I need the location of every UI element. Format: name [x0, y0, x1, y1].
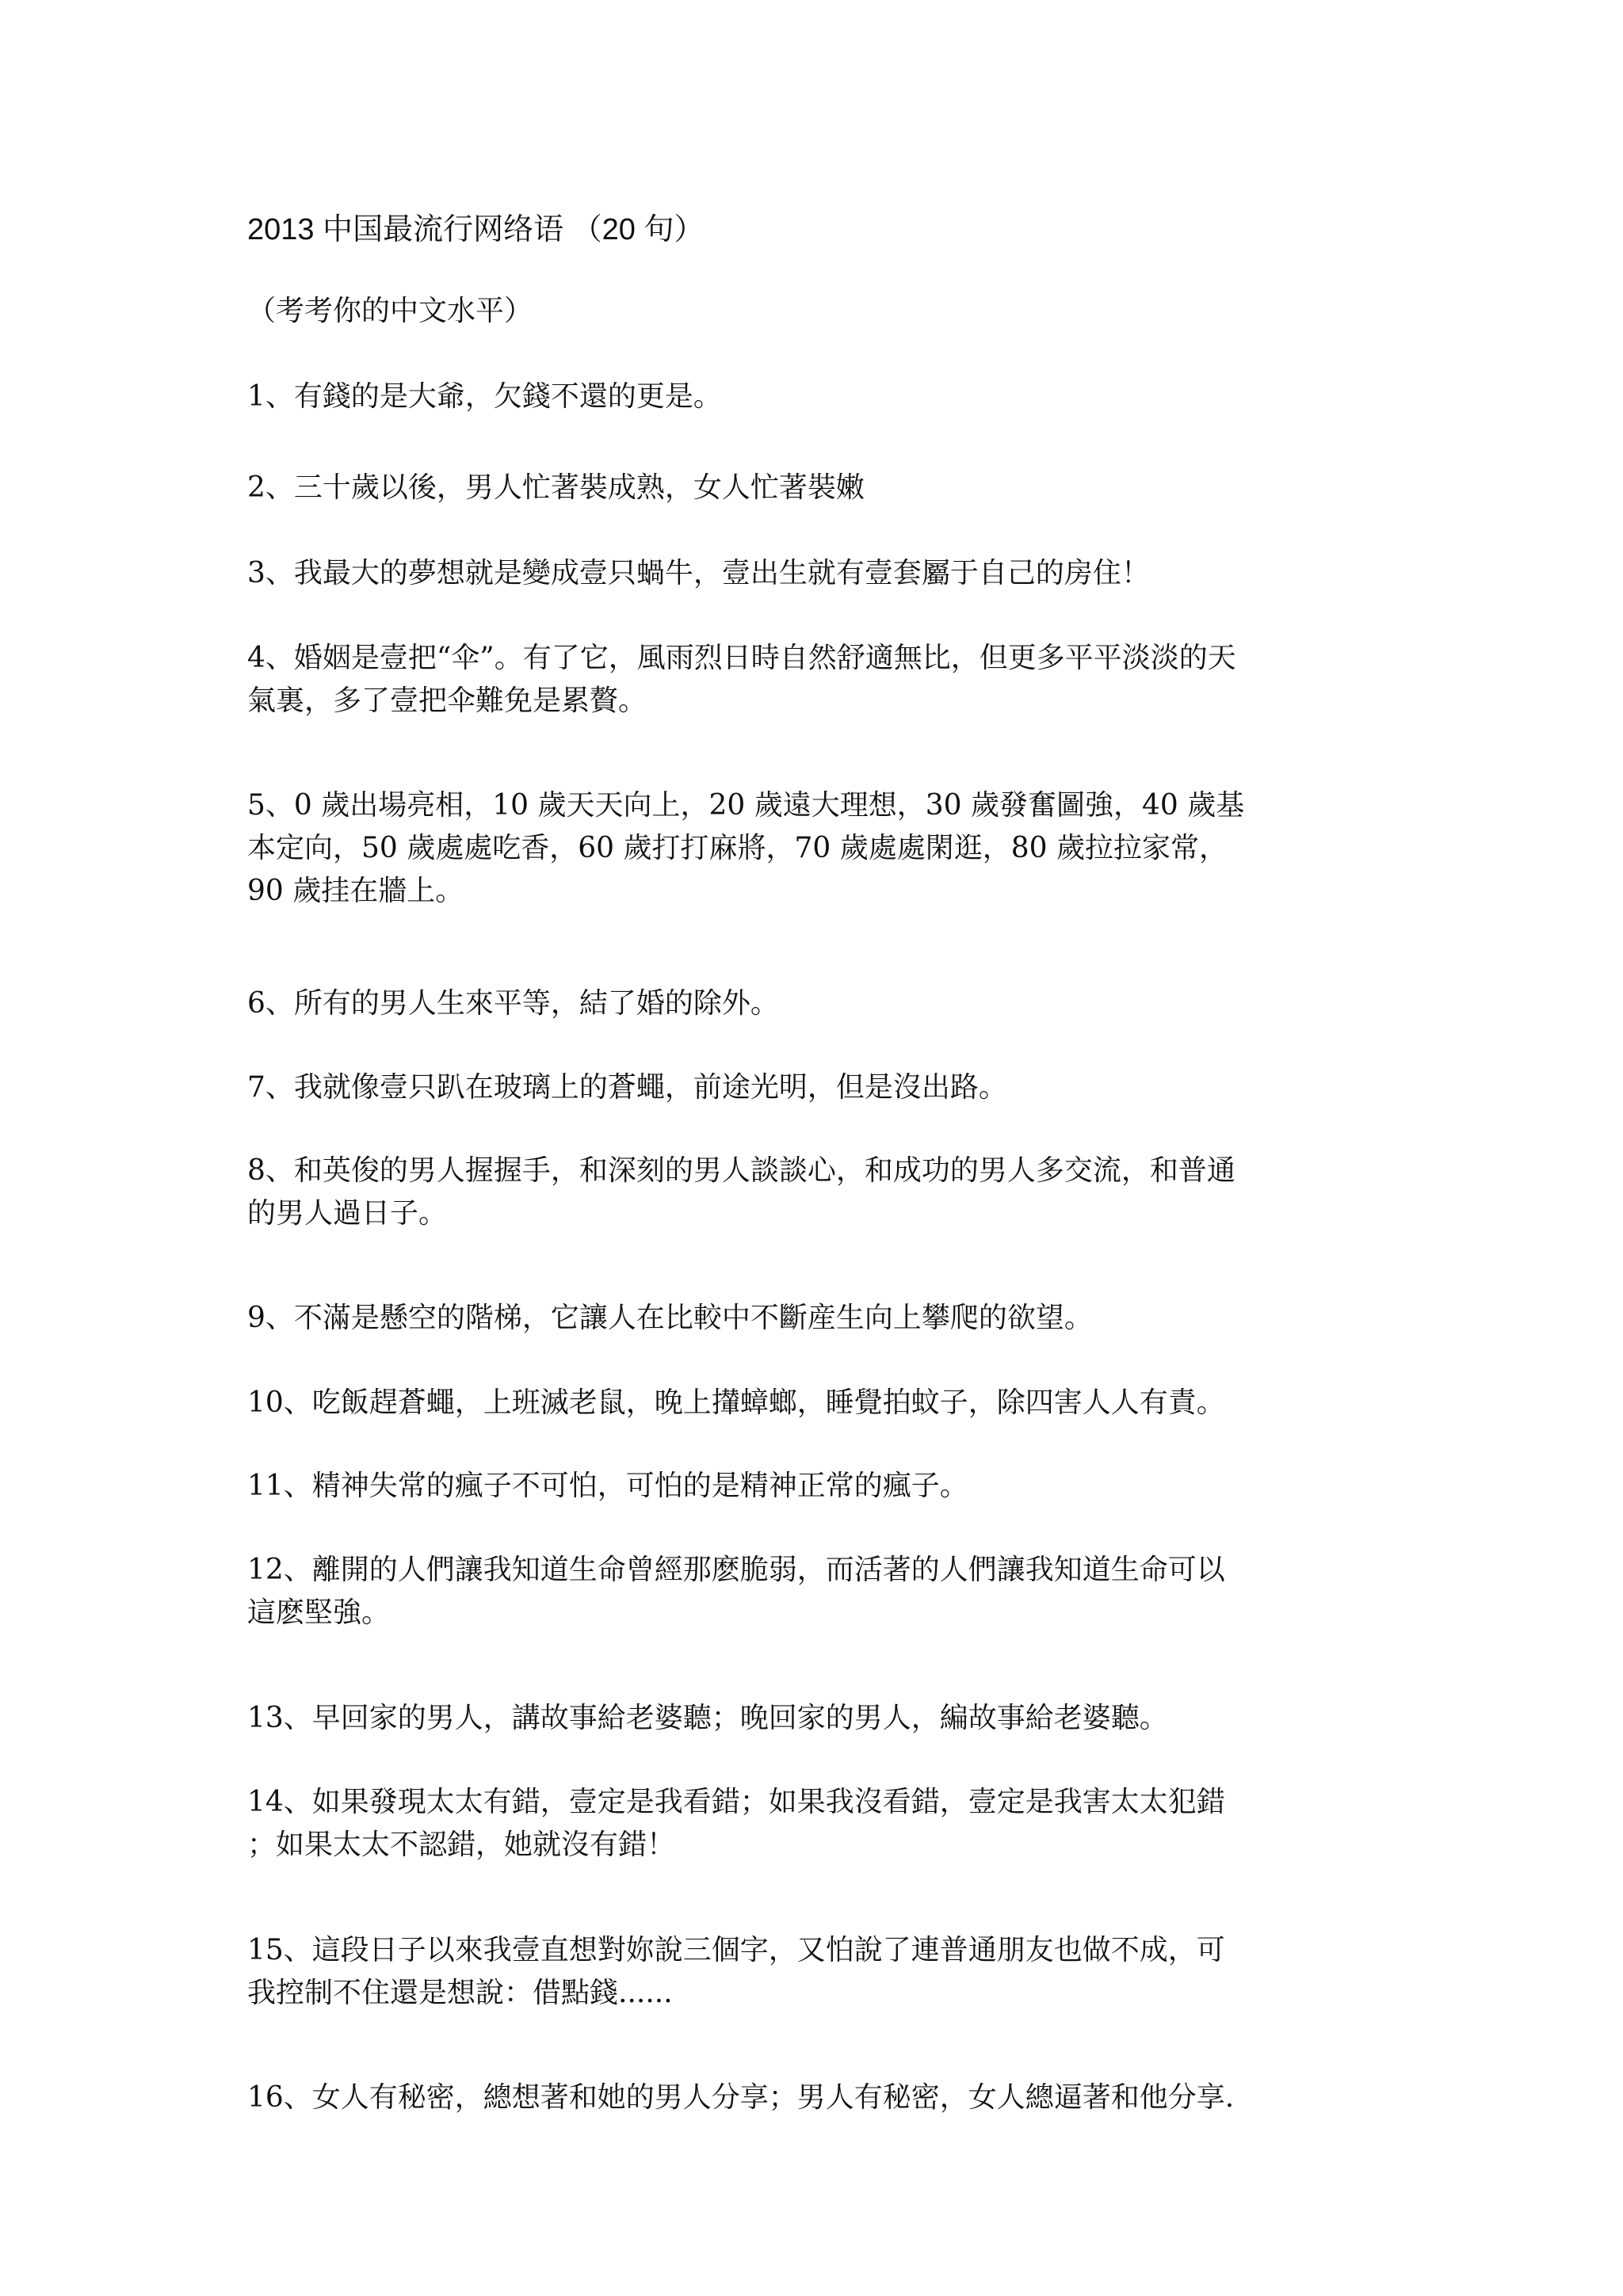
- list-item: 3、我最大的夢想就是變成壹只蝸牛，壹出生就有壹套屬于自己的房住！: [247, 557, 1150, 589]
- list-item: 11、精神失常的瘋子不可怕，可怕的是精神正常的瘋子。: [247, 1470, 968, 1502]
- list-item: 9、不滿是懸空的階梯，它讓人在比較中不斷産生向上攀爬的欲望。: [247, 1302, 1093, 1334]
- list-item: 8、和英俊的男人握握手，和深刻的男人談談心，和成功的男人多交流，和普通 的男人過日子。: [247, 1154, 1235, 1230]
- list-item: 2、三十歲以後，男人忙著裝成熟，女人忙著裝嫩: [247, 471, 865, 504]
- list-item: 1、有錢的是大爺，欠錢不還的更是。: [247, 380, 722, 413]
- list-item: 6、所有的男人生來平等，結了婚的除外。: [247, 987, 779, 1020]
- list-item: 12、離開的人們讓我知道生命曾經那麽脆弱，而活著的人們讓我知道生命可以 這麽堅強。: [247, 1554, 1225, 1629]
- list-item: 13、早回家的男人，講故事給老婆聽；晚回家的男人，編故事給老婆聽。: [247, 1702, 1168, 1734]
- list-item: 5、0 歲出場亮相，10 歲天天向上，20 歲遠大理想，30 歲發奮圖強，40 歲基 本定向，50 歲處處吃香，60 歲打打麻將，70 歲處處閑逛，80 歲拉拉家常， 90 歲挂在牆上。: [247, 789, 1245, 907]
- list-item: 4、婚姻是壹把“伞”。有了它，風雨烈日時自然舒適無比，但更多平平淡淡的天 氣裏，多了壹把伞難免是累贅。: [247, 642, 1236, 717]
- document-subtitle: （考考你的中文水平）: [247, 295, 533, 327]
- document-title: 2013 中国最流行网络语 （20 句）: [247, 213, 705, 246]
- list-item: 16、女人有秘密，總想著和她的男人分享；男人有秘密，女人總逼著和他分享.: [247, 2081, 1235, 2114]
- list-item: 7、我就像壹只趴在玻璃上的蒼蠅，前途光明，但是沒出路。: [247, 1071, 1007, 1104]
- list-item: 14、如果發現太太有錯，壹定是我看錯；如果我沒看錯，壹定是我害太太犯錯 ；如果太太不認錯，她就沒有錯！: [247, 1786, 1225, 1861]
- list-item: 10、吃飯趕蒼蠅，上班滅老鼠，晚上攆蟑螂，睡覺拍蚊子，除四害人人有責。: [247, 1386, 1225, 1419]
- list-item: 15、這段日子以來我壹直想對妳說三個字，又怕說了連普通朋友也做不成，可 我控制不住還是想說：借點錢......: [247, 1934, 1225, 2009]
